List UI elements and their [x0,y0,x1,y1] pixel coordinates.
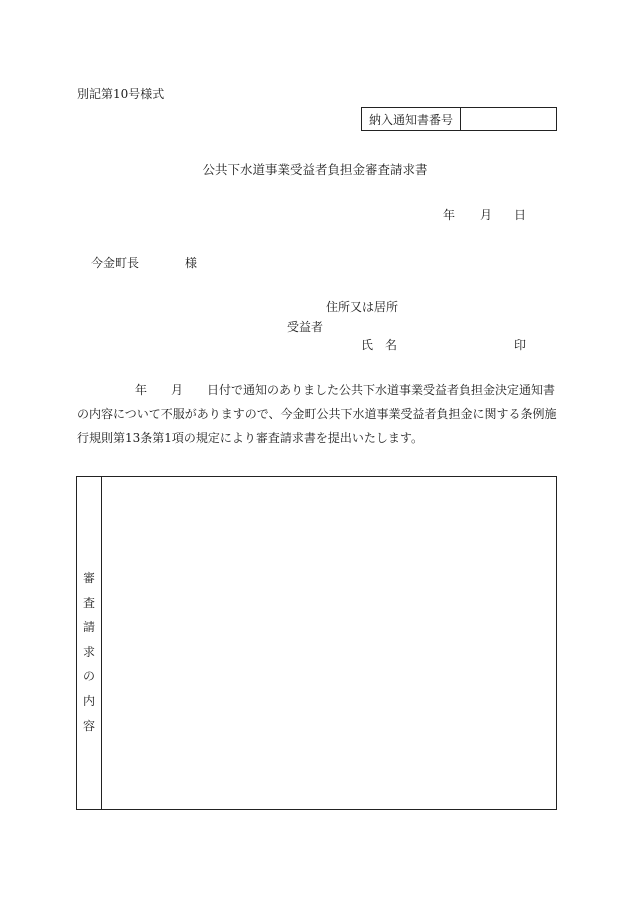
addressee-name: 今金町長 [91,256,140,270]
statement-line-2: の内容について不服がありますので、今金町公共下水道事業受益者負担金に関する条例施 [77,407,557,421]
date-month-label: 月 [480,208,493,222]
statement-month: 月 [171,383,184,397]
address-label: 住所又は居所 [326,300,399,314]
form-number-label: 別記第10号様式 [77,87,165,101]
label-char: 請 [82,620,95,635]
label-char: の [82,669,95,684]
addressee-honorific: 様 [185,256,198,270]
request-content-box [76,476,557,810]
label-char: 求 [82,644,95,659]
statement-year: 年 [135,383,148,397]
request-content-field[interactable] [102,477,556,809]
notice-number-box [361,107,557,131]
beneficiary-label: 受益者 [287,320,324,334]
label-char: 内 [82,693,95,708]
statement-line-1-text: 日付で通知のありました公共下水道事業受益者負担金決定通知書 [207,383,556,397]
notice-number-label: 納入通知書番号 [362,108,461,130]
statement-line-3: 行規則第13条第1項の規定により審査請求書を提出いたします。 [77,431,423,445]
request-content-label [77,477,102,809]
label-char: 審 [82,571,95,585]
notice-number-field[interactable] [461,108,556,130]
label-char: 査 [82,595,95,610]
name-label: 氏 名 [361,338,398,352]
request-statement [77,378,567,450]
document-title: 公共下水道事業受益者負担金審査請求書 [202,162,428,177]
label-char: 容 [82,718,95,733]
date-year-label: 年 [443,208,456,222]
statement-line-1 [77,378,567,402]
date-day-label: 日 [514,208,527,222]
seal-label: 印 [514,338,527,352]
